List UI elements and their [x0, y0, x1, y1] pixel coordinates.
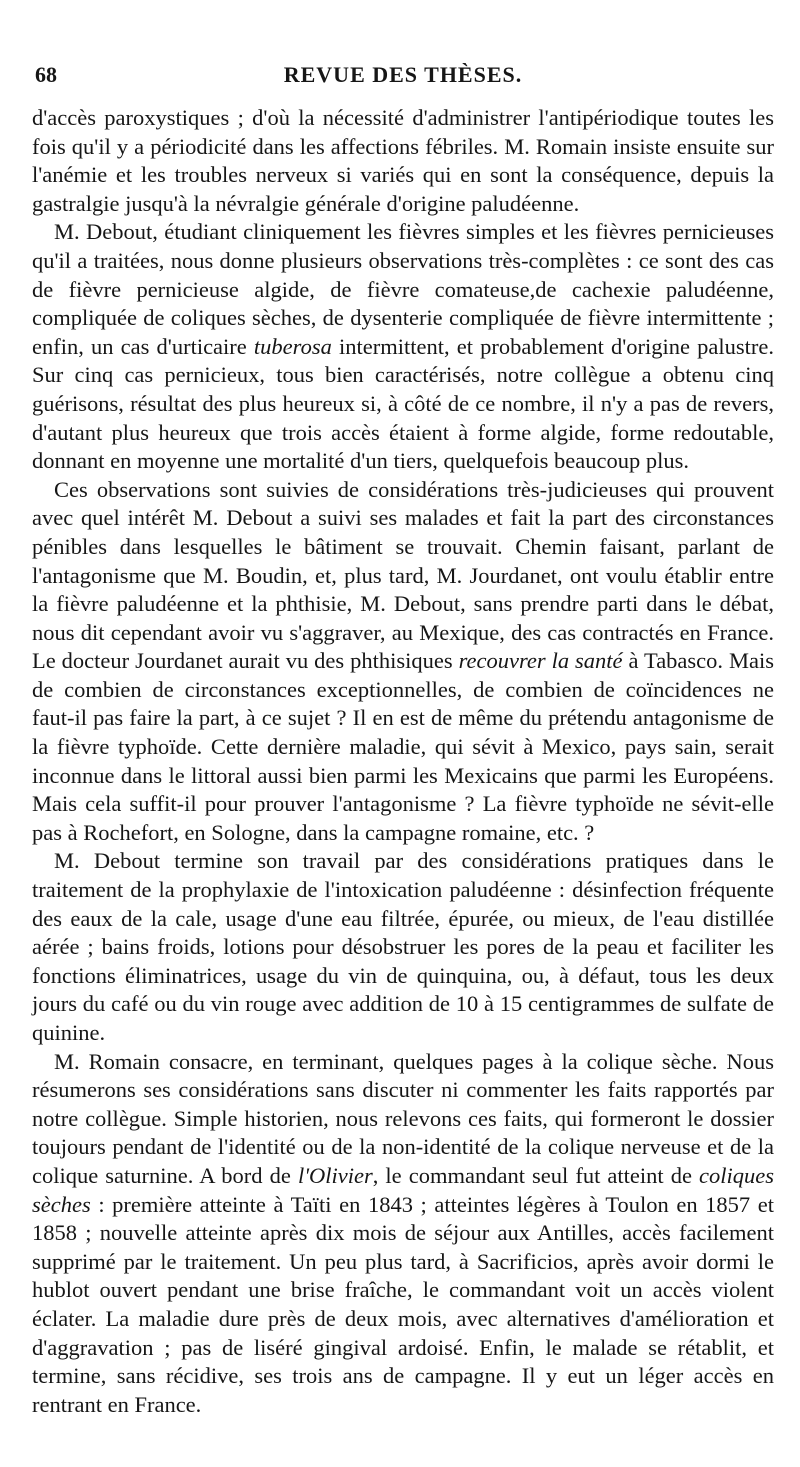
running-title: REVUE DES THÈSES.	[283, 62, 523, 87]
paragraph	[32, 1048, 774, 1420]
text-segment: , le commandant seul fut atteint de	[372, 1162, 700, 1188]
text-segment: à Tabasco. Mais de combien de circonstances exceptionnelles, de combien de coïncidences ne faut-il pas faire la part, à ce sujet ? Il en est de même du prétendu antagonisme de la fièvre typhoïde. Cette dernière maladie, qui sévit à Mexico, pays sain, serait inconnue dans le littoral aussi bien parmi les Mexicains que parmi les Européens. Mais cela suffit-il pour prouver l'antagonisme ? La fièvre typhoïde ne sévit-elle pas à Rochefort, en Sologne, dans la campagne romaine, etc. ?	[32, 648, 774, 845]
page-number: 68	[35, 62, 57, 87]
paragraph	[32, 104, 774, 218]
paragraph	[32, 476, 774, 848]
italic-text: coliques sèches	[32, 1162, 774, 1217]
italic-text: recouvrer la santé	[458, 648, 623, 674]
text-segment: d'accès paroxystiques ; d'où la nécessité d'administrer l'antipériodique toutes les fois qu'il y a périodicité dans les affections fébriles. M. Romain insiste ensuite sur l'anémie et les troubles nerveux si variés qui en sont la conséquence, depuis la gastralgie jusqu'à la névralgie générale d'origine paludéenne.	[32, 105, 774, 216]
paragraph	[32, 218, 774, 475]
italic-text: l'Olivier	[297, 1162, 373, 1188]
running-head	[32, 58, 774, 98]
body-text	[32, 104, 774, 1419]
text-segment: M. Debout termine son travail par des considérations pratiques dans le traitement de la prophylaxie de l'intoxication paludéenne : désinfection fréquente des eaux de la cale, usage d'une eau filtrée, épurée, ou mieux, de l'eau distillée aérée ; bains froids, lotions pour désobstruer les pores de la peau et faciliter les fonctions éliminatrices, usage du vin de quinquina, ou, à défaut, tous les deux jours du café ou du vin rouge avec addition de 10 à 15 centigrammes de sulfate de quinine.	[32, 848, 774, 1045]
text-segment: Ces observations sont suivies de considérations très-judicieuses qui prouvent avec quel intérêt M. Debout a suivi ses malades et fait la part des circonstances pénibles dans lesquelles le bâtiment se trouvait. Chemin faisant, parlant de l'antagonisme que M. Boudin, et, plus tard, M. Jourdanet, ont voulu établir entre la fièvre paludéenne et la phthisie, M. Debout, sans prendre parti dans le débat, nous dit cependant avoir vu s'aggraver, au Mexique, des cas contractés en France. Le docteur Jourdanet aurait vu des phthisiques	[32, 476, 774, 674]
paragraph	[32, 847, 774, 1047]
italic-text: tuberosa	[253, 333, 332, 359]
document-page	[32, 0, 774, 1467]
text-segment: : première atteinte à Taïti en 1843 ; atteintes légères à Toulon en 1857 et 1858 ; nouvelle atteinte après dix mois de séjour aux Antilles, accès facilement supprimé par le traitement. Un peu plus tard, à Sacrificios, après avoir dormi le hublot ouvert pendant une brise fraîche, le commandant voit un accès violent éclater. La maladie dure près de deux mois, avec alternatives d'amélioration et d'aggravation ; pas de liséré gingival ardoisé. Enfin, le malade se rétablit, et termine, sans récidive, ses trois ans de campagne. Il y eut un léger accès en rentrant en France.	[32, 1191, 774, 1417]
text-segment: intermittent, et probablement d'origine palustre. Sur cinq cas pernicieux, tous bien caractérisés, notre collègue a obtenu cinq guérisons, résultat des plus heureux si, à côté de ce nombre, il n'y a pas de revers, d'autant plus heureux que trois accès étaient à forme algide, forme redoutable, donnant en moyenne une mortalité d'un tiers, quelquefois beaucoup plus.	[32, 333, 774, 474]
text-segment: M. Romain consacre, en terminant, quelques pages à la colique sèche. Nous résumerons ses considérations sans discuter ni commenter les faits rapportés par notre collègue. Simple historien, nous relevons ces faits, qui formeront le dossier toujours pendant de l'identité ou de la non-identité de la colique nerveuse et de la colique saturnine. A bord de	[32, 1048, 774, 1188]
text-segment: M. Debout, étudiant cliniquement les fièvres simples et les fièvres pernicieuses qu'il a traitées, nous donne plusieurs observations très-complètes : ce sont des cas de fièvre pernicieuse algide, de fièvre comateuse,de cachexie paludéenne, compliquée de coliques sèches, de dysenterie compliquée de fièvre intermittente ; enfin, un cas d'urticaire	[32, 219, 774, 359]
